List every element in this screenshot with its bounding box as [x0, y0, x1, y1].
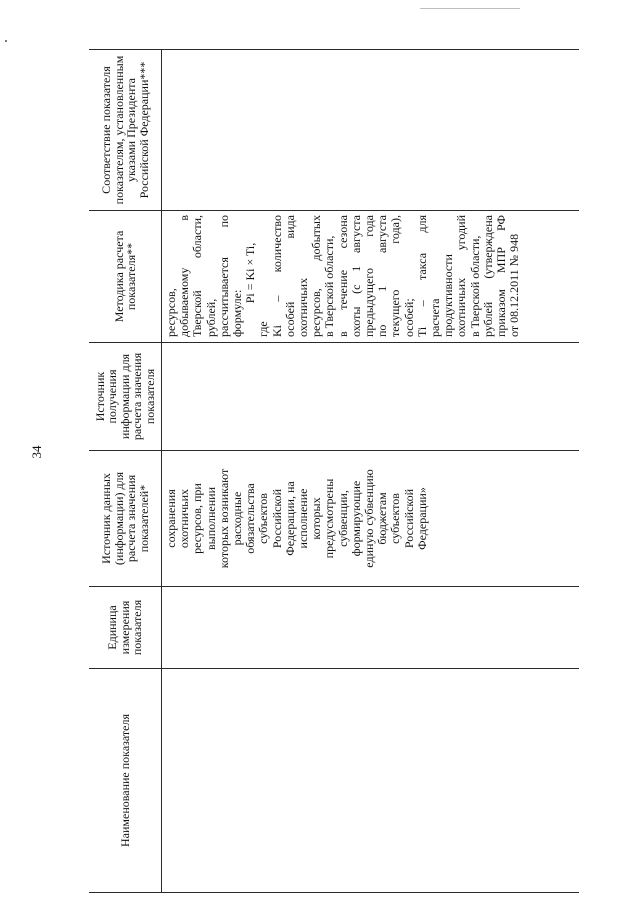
- method-word: приказом: [494, 289, 509, 337]
- method-word: ресурсов,: [309, 288, 324, 337]
- method-word: вида: [282, 215, 297, 239]
- method-word: МПР: [494, 247, 509, 274]
- method-word: предыдущего: [362, 267, 377, 337]
- column-unit: [89, 587, 579, 669]
- method-word: Pi = Ki × Ti,: [243, 242, 258, 304]
- data-source-line: которых: [309, 497, 324, 540]
- method-word: –: [414, 300, 429, 307]
- method-word: течение: [335, 269, 350, 310]
- method-word: рублей: [480, 301, 495, 337]
- method-line: [191, 215, 204, 337]
- method-line: [244, 215, 257, 337]
- method-word: РФ: [494, 215, 509, 231]
- method-line: [469, 215, 482, 337]
- method-word: текущего: [388, 289, 403, 337]
- header-data-source: Источник данных (информации) для расчета значения показателей*: [99, 471, 151, 566]
- method-word: расчета: [428, 298, 443, 337]
- method-word: в Тверской области,: [467, 235, 482, 337]
- method-word: рассчитывается: [216, 257, 231, 337]
- method-word: для: [414, 215, 429, 233]
- method-line: [205, 215, 218, 337]
- data-source-line: исполнение: [296, 488, 311, 549]
- header-unit: Единица измерения показателя: [105, 599, 145, 656]
- method-word: в Тверской области,: [322, 235, 337, 337]
- column-indicator-name: [89, 669, 579, 893]
- method-word: особей: [282, 301, 297, 337]
- column-presidential-indicators: [89, 49, 579, 211]
- method-word: охоты: [348, 306, 363, 337]
- data-source-line: формирующие: [348, 480, 363, 557]
- header-info-source: Источник получения информации для расчета значения показателя: [92, 352, 157, 441]
- method-line: [257, 215, 270, 337]
- data-source-line: Федерации»: [414, 487, 429, 550]
- method-word: угодий: [454, 215, 469, 251]
- method-word: такса: [414, 252, 429, 281]
- method-word: по: [375, 324, 390, 337]
- method-word: августа: [348, 215, 363, 253]
- method-word: добытых: [309, 215, 324, 261]
- method-word: от 08.12.2011 № 948: [507, 233, 522, 337]
- data-source-line: бюджетам: [375, 492, 390, 545]
- method-word: сезона: [335, 215, 350, 249]
- header-presidential-indicators: Соответствие показателя показателям, установленным указами Президента Российской Федерации***: [99, 55, 151, 205]
- data-source-line: выполнении: [203, 487, 218, 550]
- method-word: где: [256, 321, 271, 337]
- method-word: (с: [348, 284, 363, 294]
- data-source-line: субъектов: [256, 493, 271, 544]
- data-source-line: ресурсов, при: [190, 483, 205, 554]
- header-indicator-name: Наименование показателя: [117, 714, 132, 847]
- scan-artifact-line: [420, 8, 520, 9]
- method-word: области,: [190, 215, 205, 259]
- header-method: Методика расчета показателя**: [111, 230, 138, 323]
- method-word: года: [362, 215, 377, 237]
- method-word: в: [335, 331, 350, 337]
- page-number: 34: [29, 445, 44, 459]
- data-source-line: расходные: [230, 491, 245, 546]
- data-source-line: Российской: [269, 488, 284, 549]
- method-word: Ti: [414, 326, 429, 337]
- data-source-line: сохранения: [164, 489, 178, 548]
- method-word: добываемому: [177, 267, 192, 337]
- method-word: ресурсов,: [164, 288, 178, 337]
- method-word: охотничьих: [454, 277, 469, 337]
- scan-artifact-speck: [5, 40, 7, 42]
- data-source-line: Федерации, на: [282, 481, 297, 556]
- data-source-line: Российской: [401, 488, 416, 549]
- data-source-line: единую субвенцию: [362, 469, 377, 568]
- column-method: [89, 211, 579, 343]
- method-word: по: [216, 215, 231, 228]
- method-word: 1: [348, 265, 363, 272]
- indicator-table: [89, 49, 579, 893]
- method-cell: [165, 211, 521, 342]
- method-line: [337, 215, 350, 337]
- method-word: продуктивности: [441, 254, 456, 337]
- method-line: [323, 215, 336, 337]
- data-source-line: обязательства: [243, 483, 258, 554]
- method-word: рублей,: [203, 298, 218, 337]
- data-source-line: которых возникают: [216, 468, 231, 569]
- method-word: Ki: [269, 325, 284, 337]
- method-line: [389, 215, 402, 337]
- method-word: охотничьих: [296, 277, 311, 337]
- data-source-line: охотничьих: [177, 488, 192, 549]
- data-source-cell: [165, 451, 429, 586]
- method-word: 1: [375, 285, 390, 292]
- method-word: особей;: [401, 298, 416, 337]
- method-word: Тверской: [190, 290, 205, 337]
- method-line: [271, 215, 284, 337]
- column-data-source: [89, 451, 579, 587]
- method-word: (утверждена: [480, 215, 495, 279]
- data-source-line: субвенции,: [335, 490, 350, 547]
- method-word: количество: [269, 215, 284, 273]
- method-line: [508, 215, 521, 337]
- method-word: года),: [388, 215, 403, 244]
- data-source-line: субъектов: [388, 493, 403, 544]
- method-word: в: [177, 215, 192, 221]
- column-info-source: [89, 343, 579, 451]
- method-word: августа: [375, 215, 390, 253]
- method-word: –: [269, 295, 284, 302]
- method-line: [403, 215, 416, 337]
- method-word: формуле:: [230, 289, 245, 337]
- method-line: [455, 215, 468, 337]
- data-source-line: предусмотрены: [322, 478, 337, 559]
